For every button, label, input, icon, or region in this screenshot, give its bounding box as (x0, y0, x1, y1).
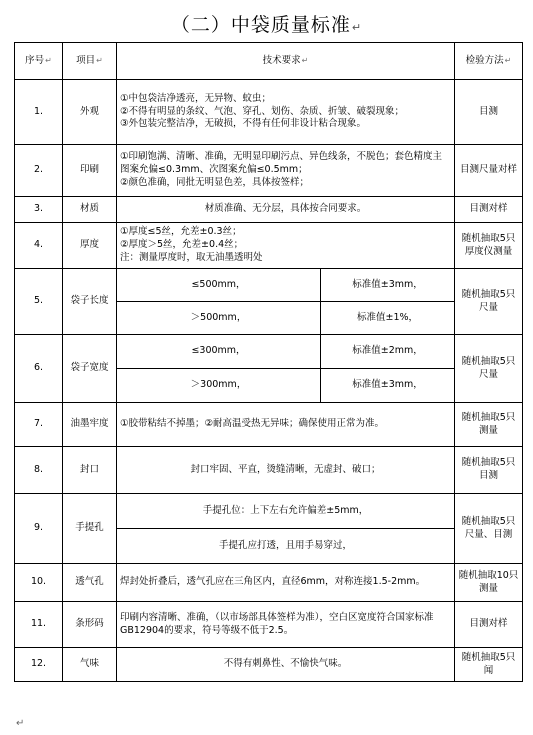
row-requirement: 印刷内容清晰、准确，（以市场部具体签样为准），空白区宽度符合国家标准GB12904的要求，符号等级不低于2.5。 (117, 602, 455, 648)
row-no: 8. (15, 447, 63, 494)
row-method: 随机抽取5只尺量、目测 (455, 494, 523, 564)
row-item: 厚度 (63, 223, 117, 269)
document-title: （二）中袋质量标准↵ (170, 14, 363, 36)
table-row (15, 223, 523, 269)
width-tolerance-cell: 标准值±3mm， (321, 369, 455, 403)
table-row (15, 197, 523, 223)
header-method: 检验方法↵ (455, 43, 523, 80)
row-method: 随机抽取10只测量 (455, 564, 523, 602)
row-method: 随机抽取5只测量 (455, 403, 523, 447)
row-requirement: 不得有刺鼻性、不愉快气味。 (117, 648, 455, 682)
row-item: 气味 (63, 648, 117, 682)
row-method: 随机抽取5只尺量 (455, 335, 523, 403)
length-tolerance-cell: 标准值±1%， (321, 302, 455, 335)
row-method: 随机抽取5只目测 (455, 447, 523, 494)
row-method: 随机抽取5只尺量 (455, 269, 523, 335)
row-item: 袋子长度 (63, 269, 117, 335)
row-method: 目测对样 (455, 602, 523, 648)
row-no: 12. (15, 648, 63, 682)
row-no: 3. (15, 197, 63, 223)
table-row (15, 145, 523, 197)
header-item: 项目↵ (63, 43, 117, 80)
row-item: 条形码 (63, 602, 117, 648)
width-range-cell: ≤300mm， (117, 335, 321, 369)
row-item: 手提孔 (63, 494, 117, 564)
row-item: 外观 (63, 80, 117, 145)
row-method: 随机抽取5只闻 (455, 648, 523, 682)
width-range-cell: ＞300mm， (117, 369, 321, 403)
table-row (15, 564, 523, 602)
row-requirement: ①中包袋洁净透亮，无异物、蚊虫； ②不得有明显的条纹、气泡、穿孔、划伤、杂质、折皱、破裂现象； ③外包装完整洁净，无破损，不得有任何非设计粘合现象。 (117, 80, 455, 145)
row-requirement: 焊封处折叠后，透气孔应在三角区内，直径6mm，对称连接1.5-2mm。 (117, 564, 455, 602)
row-no: 5. (15, 269, 63, 335)
length-tolerance-cell: 标准值±3mm， (321, 269, 455, 302)
table-header-row (15, 43, 523, 80)
row-no: 11. (15, 602, 63, 648)
row-requirement: ①胶带粘结不掉墨；②耐高温受热无异味；确保使用正常为准。 (117, 403, 455, 447)
table-row (15, 335, 523, 369)
header-no: 序号↵ (15, 43, 63, 80)
paragraph-mark-icon: ↵ (16, 718, 25, 729)
handle-hole-punch: 手提孔应打透，且用手易穿过， (117, 529, 455, 564)
header-requirement: 技术要求↵ (117, 43, 455, 80)
row-requirement: ①厚度≤5丝，允差±0.3丝； ②厚度＞5丝，允差±0.4丝； 注：测量厚度时，取无油墨透明处 (117, 223, 455, 269)
row-item: 封口 (63, 447, 117, 494)
row-item: 透气孔 (63, 564, 117, 602)
row-no: 4. (15, 223, 63, 269)
row-method: 目测对样 (455, 197, 523, 223)
quality-standard-table (14, 42, 523, 682)
table-row (15, 269, 523, 302)
handle-hole-position: 手提孔位：上下左右允许偏差±5mm， (117, 494, 455, 529)
row-item: 油墨牢度 (63, 403, 117, 447)
table-row (15, 494, 523, 529)
table-row (15, 602, 523, 648)
table-row (15, 80, 523, 145)
table-row (15, 648, 523, 682)
row-no: 7. (15, 403, 63, 447)
row-no: 1. (15, 80, 63, 145)
row-no: 10. (15, 564, 63, 602)
table-row (15, 403, 523, 447)
row-no: 9. (15, 494, 63, 564)
row-method: 目测尺量对样 (455, 145, 523, 197)
row-requirement: ①印刷饱满、清晰、准确，无明显印刷污点、异色线条，不脱色；套色精度主图案允偏≤0.3mm、次图案允偏≤0.5mm； ②颜色准确，同批无明显色差，具体按签样； (117, 145, 455, 197)
table-row (15, 447, 523, 494)
row-no: 6. (15, 335, 63, 403)
row-no: 2. (15, 145, 63, 197)
row-item: 袋子宽度 (63, 335, 117, 403)
length-range-cell: ＞500mm， (117, 302, 321, 335)
row-item: 材质 (63, 197, 117, 223)
width-tolerance-cell: 标准值±2mm， (321, 335, 455, 369)
row-item: 印刷 (63, 145, 117, 197)
row-requirement: 封口牢固、平直，烫缝清晰，无虚封、破口； (117, 447, 455, 494)
row-method: 目测 (455, 80, 523, 145)
row-method: 随机抽取5只厚度仪测量 (455, 223, 523, 269)
row-requirement: 材质准确、无分层，具体按合同要求。 (117, 197, 455, 223)
length-range-cell: ≤500mm， (117, 269, 321, 302)
